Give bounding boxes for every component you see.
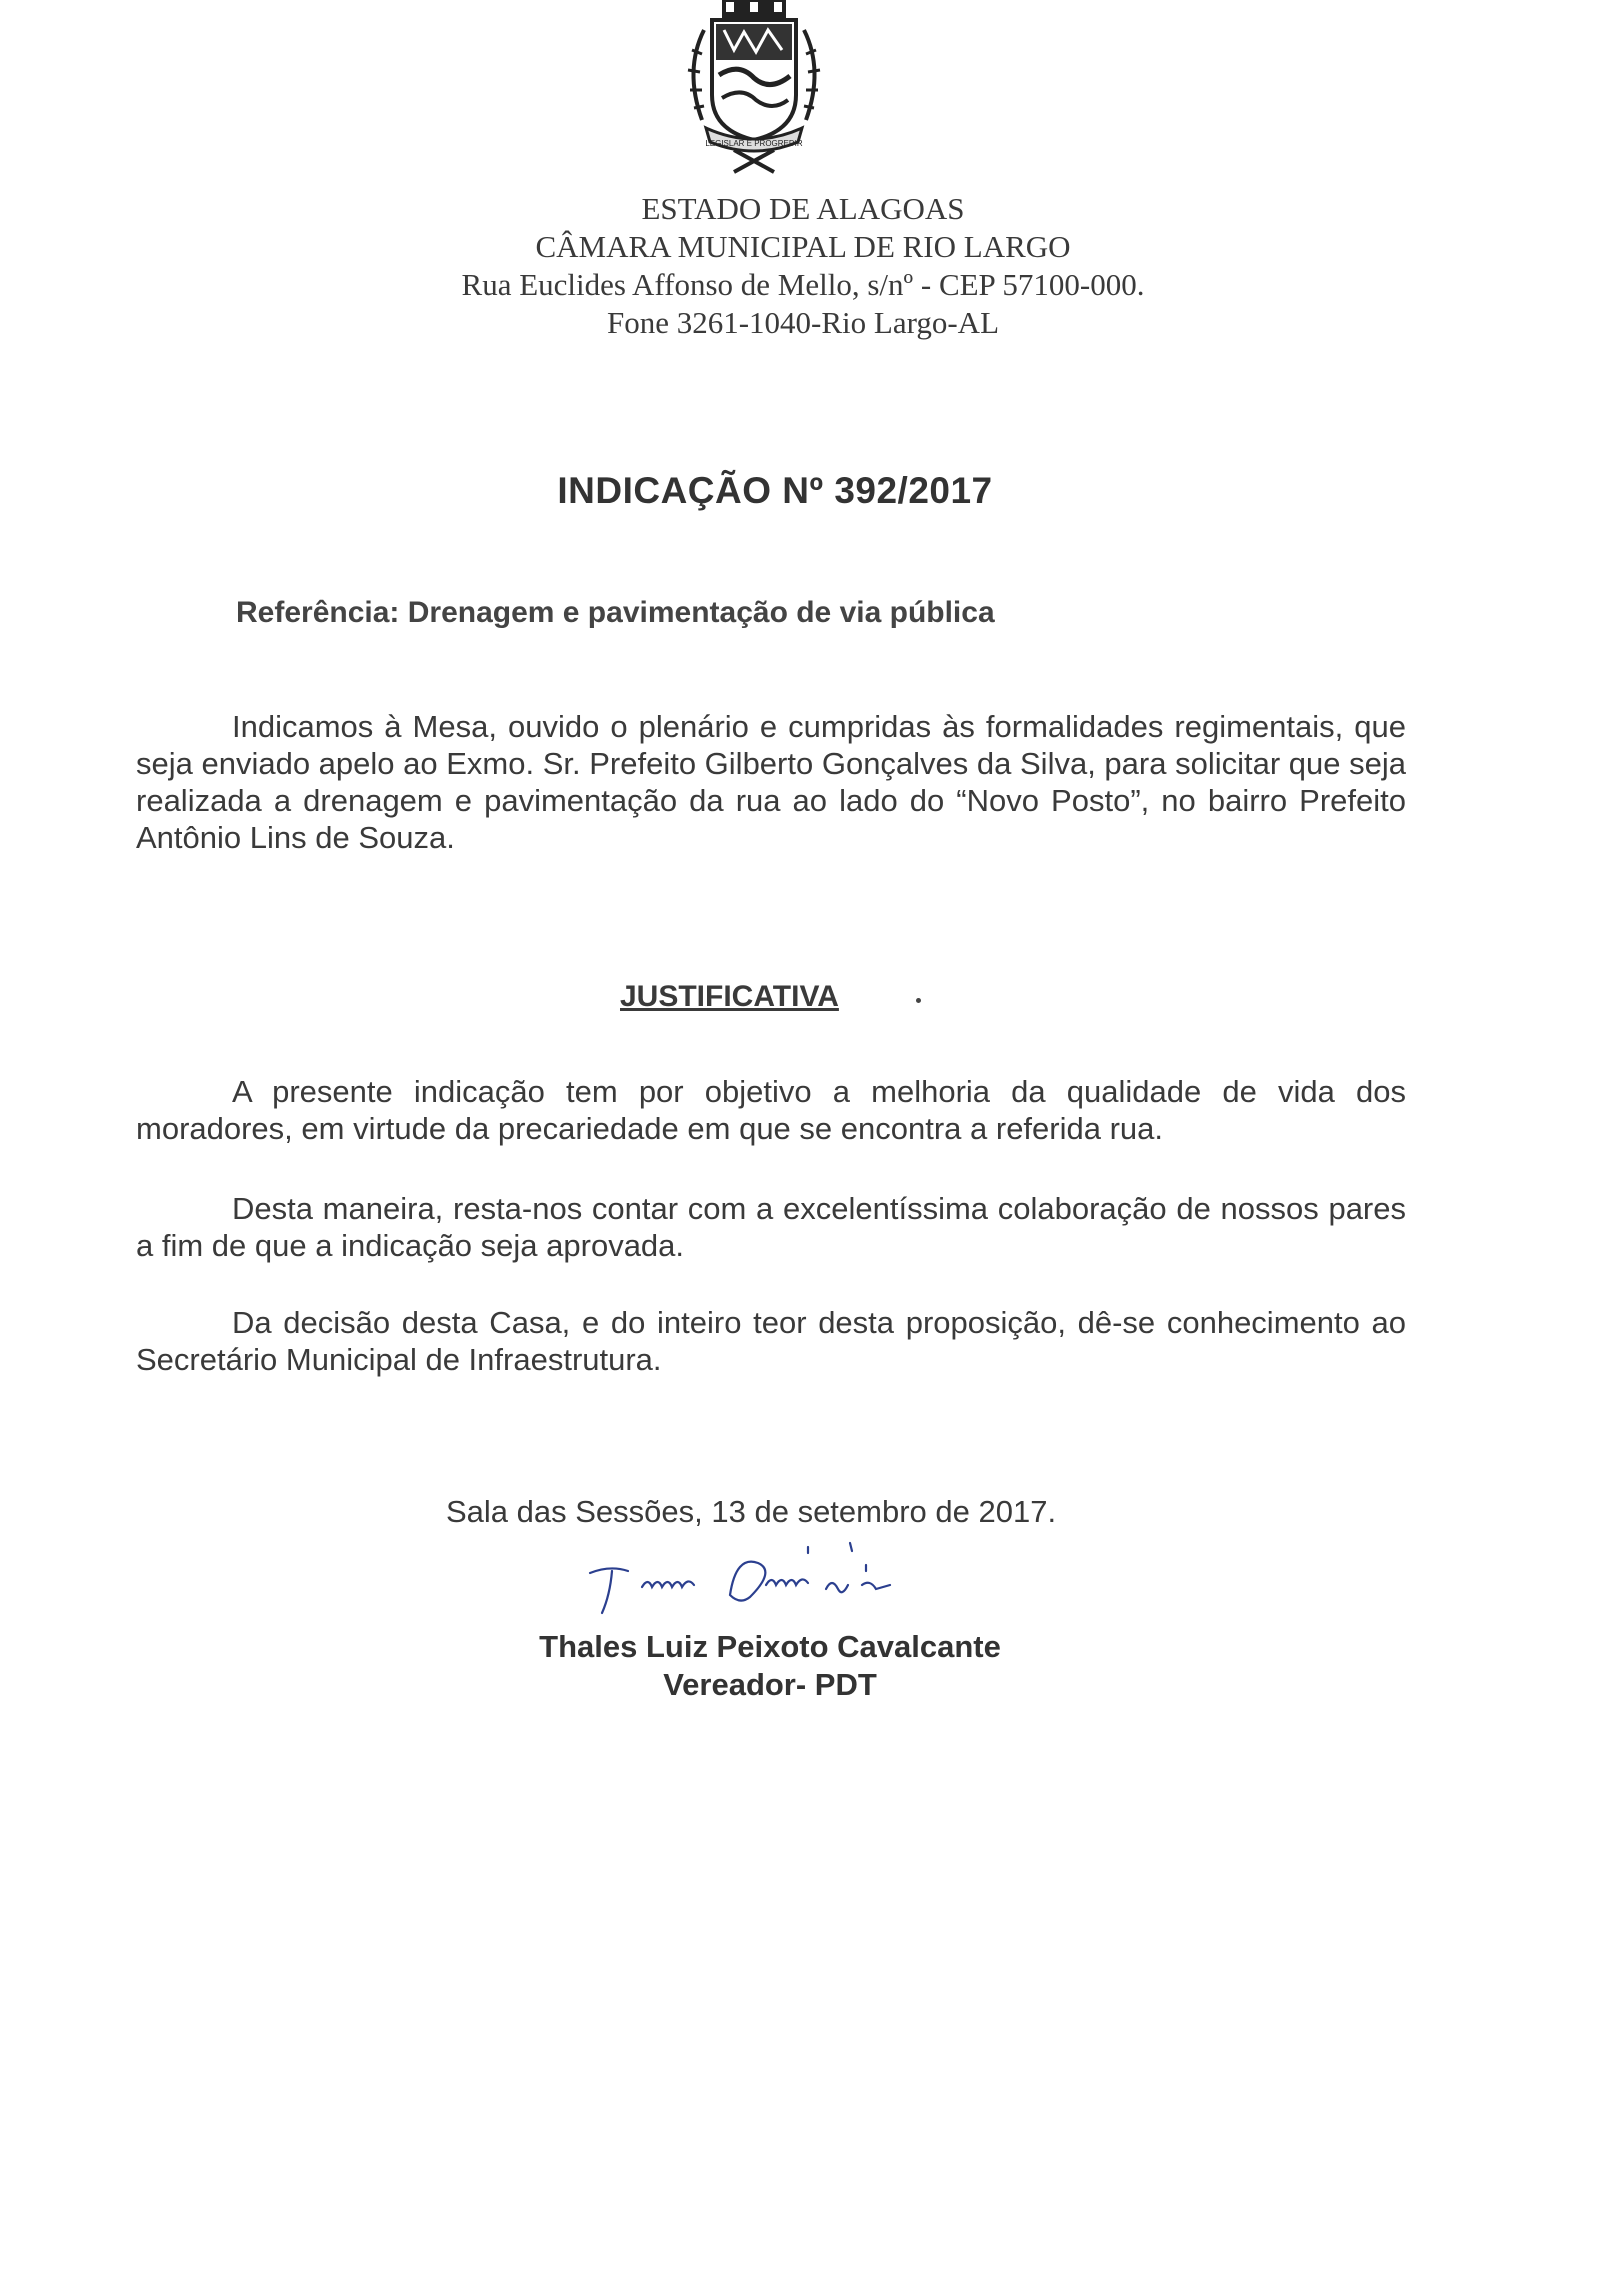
municipal-crest-emblem [664, 0, 844, 175]
reference-line: Referência: Drenagem e pavimentação de via pública [236, 596, 995, 629]
closing-date-line: Sala das Sessões, 13 de setembro de 2017. [446, 1494, 1057, 1529]
justification-paragraph-3: Da decisão desta Casa, e do inteiro teor desta proposição, dê-se conhecimento ao Secretário Municipal de Infraestrutura. [136, 1305, 1406, 1377]
letterhead-address: Rua Euclides Affonso de Mello, s/nº - CEP 57100-000. [461, 267, 1145, 302]
stray-dot-mark [916, 998, 921, 1003]
signer-name: Thales Luiz Peixoto Cavalcante [539, 1629, 1001, 1664]
handwritten-signature [580, 1535, 1000, 1625]
signer-role: Vereador- PDT [663, 1667, 877, 1702]
intro-paragraph: Indicamos à Mesa, ouvido o plenário e cumpridas às formalidades regimentais, que seja enviado apelo ao Exmo. Sr. Prefeito Gilberto Gonçalves da Silva, para solicitar que seja realizada a drenagem e pavimentação da rua ao lado do “Novo Posto”, no bairro Prefeito Antônio Lins de Souza. [136, 709, 1406, 855]
justification-heading: JUSTIFICATIVA [620, 980, 839, 1013]
justification-paragraph-2: Desta maneira, resta-nos contar com a excelentíssima colaboração de nossos pares a fim de que a indicação seja aprovada. [136, 1191, 1406, 1263]
justification-paragraph-1: A presente indicação tem por objetivo a melhoria da qualidade de vida dos moradores, em virtude da precariedade em que se encontra a referida rua. [136, 1074, 1406, 1146]
svg-text:LEGISLAR E PROGREDIR: LEGISLAR E PROGREDIR [705, 139, 803, 148]
letterhead-phone: Fone 3261-1040-Rio Largo-AL [606, 305, 1000, 340]
signer-block [0, 1628, 1540, 1704]
letterhead-chamber: CÂMARA MUNICIPAL DE RIO LARGO [535, 229, 1071, 264]
document-title: INDICAÇÃO Nº 392/2017 [557, 470, 993, 511]
letterhead-state: ESTADO DE ALAGOAS [641, 191, 965, 226]
letterhead [0, 190, 1606, 342]
